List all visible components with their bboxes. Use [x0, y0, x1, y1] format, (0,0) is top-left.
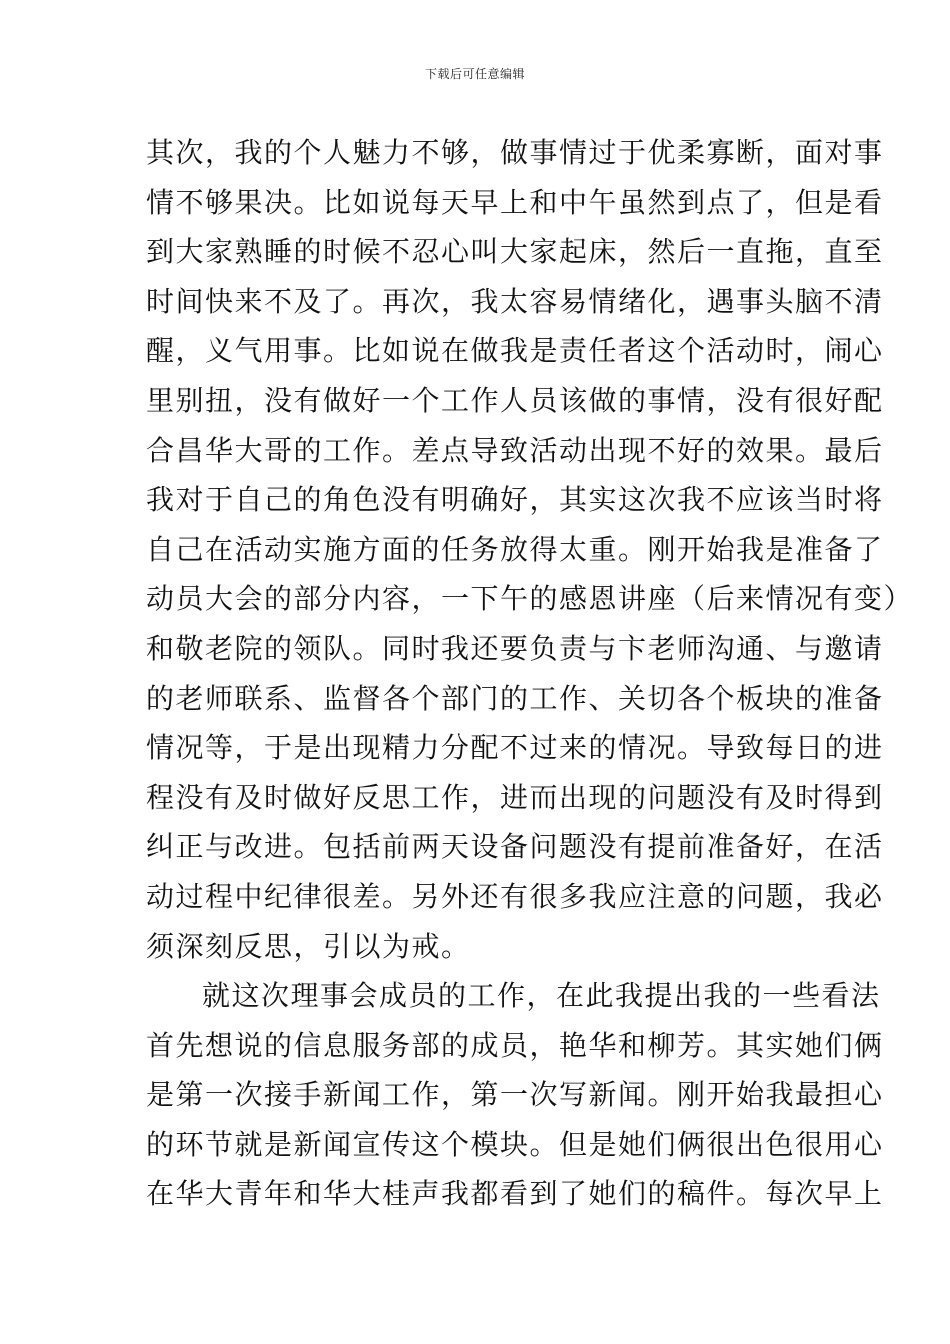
text-line: 首先想说的信息服务部的成员，艳华和柳芳。其实她们俩	[146, 1028, 884, 1062]
paragraph-first-line: 就这次理事会成员的工作，在此我提出我的一些看法	[202, 979, 881, 1013]
text-line: 自己在活动实施方面的任务放得太重。刚开始我是准备了	[146, 532, 884, 566]
header-note: 下载后可任意编辑	[424, 67, 525, 81]
text-line: 和敬老院的领队。同时我还要负责与卞老师沟通、与邀请	[146, 631, 884, 665]
text-line: 里别扭，没有做好一个工作人员该做的事情，没有很好配	[146, 383, 884, 417]
text-line: 其次，我的个人魅力不够，做事情过于优柔寡断，面对事	[146, 136, 884, 169]
text-line: 醒，义气用事。比如说在做我是责任者这个活动时，闹心	[146, 334, 884, 368]
text-line: 时间快来不及了。再次，我太容易情绪化，遇事头脑不清	[146, 284, 884, 318]
text-line: 动员大会的部分内容，一下午的感恩讲座（后来情况有变）	[146, 582, 914, 616]
text-line: 纠正与改进。包括前两天设备问题没有提前准备好，在活	[146, 830, 884, 864]
text-line: 是第一次接手新闻工作，第一次写新闻。刚开始我最担心	[146, 1078, 884, 1112]
text-line: 情况等，于是出现精力分配不过来的情况。导致每日的进	[146, 731, 884, 765]
body-text	[146, 128, 914, 1219]
text-line: 动过程中纪律很差。另外还有很多我应注意的问题，我必	[146, 879, 884, 913]
text-line: 在华大青年和华大桂声我都看到了她们的稿件。每次早上	[146, 1177, 884, 1211]
text-line: 程没有及时做好反思工作，进而出现的问题没有及时得到	[146, 780, 884, 814]
text-line: 情不够果决。比如说每天早上和中午虽然到点了，但是看	[146, 185, 884, 219]
text-line: 的老师联系、监督各个部门的工作、关切各个板块的准备	[146, 681, 884, 715]
text-line: 到大家熟睡的时候不忍心叫大家起床，然后一直拖，直至	[146, 235, 884, 269]
text-line: 我对于自己的角色没有明确好，其实这次我不应该当时将	[146, 483, 884, 517]
text-line: 须深刻反思，引以为戒。	[146, 929, 471, 963]
text-line: 的环节就是新闻宣传这个模块。但是她们俩很出色很用心	[146, 1127, 884, 1161]
text-line: 合昌华大哥的工作。差点导致活动出现不好的效果。最后	[146, 433, 884, 467]
